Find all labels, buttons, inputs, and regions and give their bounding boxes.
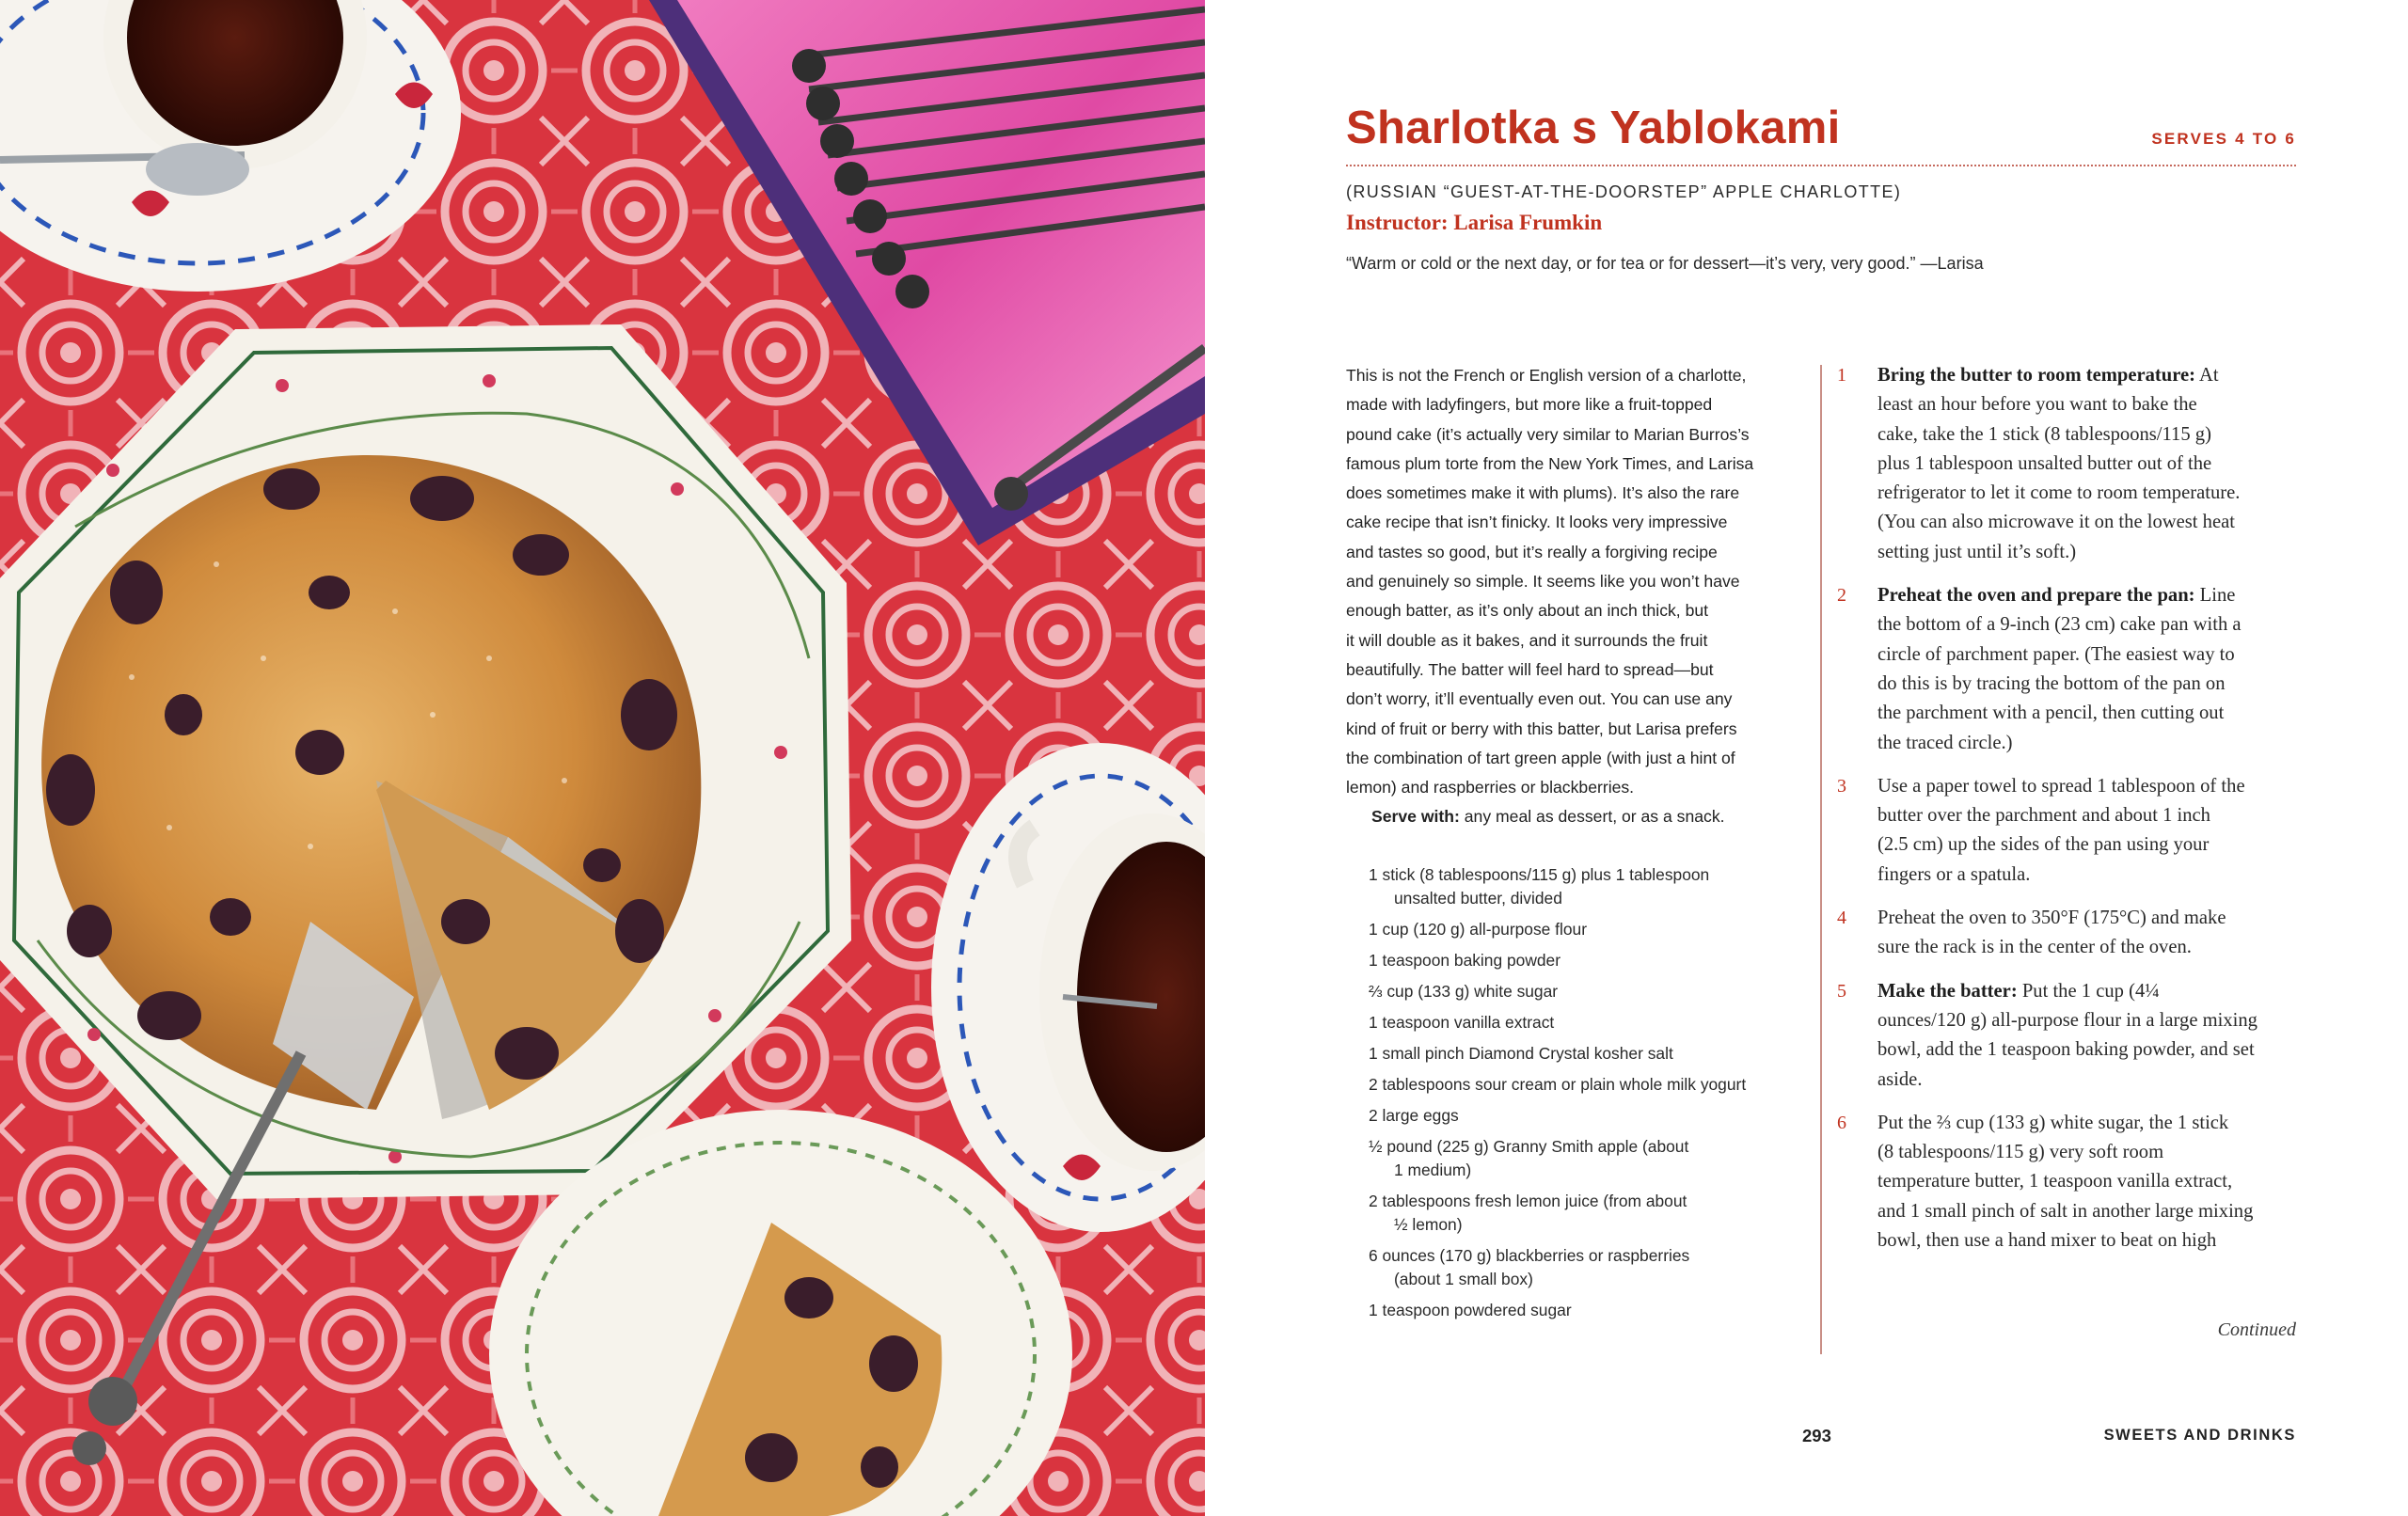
step-text: least an hour before you want to bake the — [1877, 394, 2197, 416]
intro-line: enough batter, as it’s only about an inch thick, but — [1346, 601, 1709, 621]
step-line — [1877, 904, 2303, 933]
intro-line: and tastes so good, but it’s really a forgiving recipe — [1346, 542, 1718, 561]
step-text: plus 1 tablespoon unsalted butter out of the — [1877, 452, 2212, 474]
ingredient-item — [1369, 918, 1811, 941]
step-text: (You can also microwave it on the lowest heat — [1877, 512, 2235, 533]
method-step — [1837, 904, 2303, 963]
step-line — [1877, 1109, 2303, 1138]
ingredient-text: 1 stick (8 tablespoons/115 g) plus 1 tablespoon — [1369, 865, 1710, 884]
ingredient-item — [1369, 1190, 1811, 1237]
step-line — [1877, 640, 2303, 670]
step-text: Put the ⅔ cup (133 g) white sugar, the 1 stick — [1877, 1112, 2229, 1133]
intro-paragraph — [1346, 361, 1807, 832]
step-text: Line — [2194, 585, 2236, 607]
step-line — [1877, 1197, 2303, 1226]
ingredient-text: (about 1 small box) — [1394, 1270, 1533, 1288]
method-step — [1837, 581, 2303, 758]
serve-with-text: any meal as dessert, or as a snack. — [1459, 807, 1725, 827]
intro-line: lemon) and raspberries or blackberries. — [1346, 778, 1635, 797]
page-number: 293 — [1802, 1426, 1831, 1445]
step-line — [1877, 1066, 2303, 1095]
step-line — [1877, 861, 2303, 890]
ingredient-item — [1369, 1104, 1811, 1128]
recipe-page — [1205, 0, 2408, 1516]
step-text: the traced circle.) — [1877, 732, 2013, 753]
step-line — [1877, 699, 2303, 728]
ingredient-text: unsalted butter, divided — [1394, 889, 1562, 908]
step-text: bowl, add the 1 teaspoon baking powder, and set — [1877, 1039, 2255, 1061]
continued-label: Continued — [2217, 1319, 2296, 1340]
ingredient-text: ½ pound (225 g) Granny Smith apple (about — [1369, 1137, 1689, 1156]
step-line — [1877, 361, 2303, 390]
ingredient-text: 1 cup (120 g) all-purpose flour — [1369, 920, 1588, 939]
serve-with — [1346, 802, 1807, 831]
step-line — [1877, 479, 2303, 508]
step-text: circle of parchment paper. (The easiest way to — [1877, 643, 2235, 665]
step-line — [1877, 508, 2303, 537]
step-text: sure the rack is in the center of the oven. — [1877, 937, 2192, 958]
ingredient-text: 2 large eggs — [1369, 1106, 1459, 1125]
step-text: Preheat the oven to 350°F (175°C) and make — [1877, 908, 2226, 929]
step-text: setting just until it’s soft.) — [1877, 541, 2077, 562]
intro-line: This is not the French or English version of a charlotte, — [1346, 366, 1747, 385]
step-line — [1877, 610, 2303, 640]
step-text: cake, take the 1 stick (8 tablespoons/115 g) — [1877, 423, 2211, 445]
ingredient-list — [1369, 863, 1811, 1330]
step-line — [1877, 977, 2303, 1006]
ingredient-text: 1 teaspoon vanilla extract — [1369, 1013, 1555, 1032]
ingredient-item — [1369, 1073, 1811, 1097]
step-lead: Bring the butter to room temperature: — [1877, 365, 2196, 386]
ingredient-item — [1369, 949, 1811, 972]
intro-line: beautifully. The batter will feel hard to spread—but — [1346, 659, 1714, 679]
step-line — [1877, 420, 2303, 450]
ingredient-item — [1369, 1135, 1811, 1182]
ingredient-item — [1369, 1244, 1811, 1291]
step-number: 6 — [1837, 1112, 1846, 1133]
step-text: ounces/120 g) all-purpose flour in a large mixing — [1877, 1009, 2258, 1031]
intro-line: famous plum torte from the New York Times, and Larisa — [1346, 453, 1754, 473]
step-text: the bottom of a 9-inch (23 cm) cake pan with a — [1877, 614, 2242, 636]
step-text: Use a paper towel to spread 1 tablespoon of the — [1877, 775, 2245, 797]
step-line — [1877, 670, 2303, 699]
instructor-quote: “Warm or cold or the next day, or for tea or for dessert—it’s very, very good.” —Larisa — [1346, 254, 1984, 273]
ingredient-text: 1 teaspoon powdered sugar — [1369, 1301, 1572, 1319]
ingredient-item — [1369, 1299, 1811, 1322]
step-line — [1877, 772, 2303, 801]
section-title: SWEETS AND DRINKS — [2103, 1427, 2296, 1444]
step-text: bowl, then use a hand mixer to beat on high — [1877, 1230, 2217, 1252]
step-text: and 1 small pinch of salt in another large mixing — [1877, 1200, 2254, 1222]
step-line — [1877, 1226, 2303, 1255]
step-line — [1877, 538, 2303, 567]
step-line — [1877, 1167, 2303, 1196]
ingredient-item — [1369, 980, 1811, 1003]
step-lead: Preheat the oven and prepare the pan: — [1877, 585, 2195, 607]
step-line — [1877, 830, 2303, 860]
step-number: 1 — [1837, 365, 1846, 386]
step-text: temperature butter, 1 teaspoon vanilla extract, — [1877, 1171, 2233, 1192]
step-text: refrigerator to let it come to room temperature. — [1877, 482, 2241, 504]
ingredient-text: 2 tablespoons fresh lemon juice (from about — [1369, 1192, 1687, 1210]
step-text: the parchment with a pencil, then cutting out — [1877, 703, 2225, 724]
step-line — [1877, 933, 2303, 962]
intro-line: pound cake (it’s actually very similar to Marian Burros’s — [1346, 424, 1750, 444]
step-text: do this is by tracing the bottom of the pan on — [1877, 672, 2226, 694]
instructor-line: Instructor: Larisa Frumkin — [1346, 211, 1603, 234]
step-text: Put the 1 cup (4¼ — [2017, 980, 2160, 1002]
ingredient-item — [1369, 1011, 1811, 1034]
step-line — [1877, 1138, 2303, 1167]
intro-line: the combination of tart green apple (with just a hint of — [1346, 748, 1735, 767]
method-step — [1837, 1109, 2303, 1255]
step-line — [1877, 729, 2303, 758]
method-step — [1837, 361, 2303, 567]
ingredient-text: 6 ounces (170 g) blackberries or raspberries — [1369, 1246, 1690, 1265]
step-number: 4 — [1837, 908, 1846, 929]
ingredient-text: ½ lemon) — [1394, 1215, 1463, 1234]
intro-line: it will double as it bakes, and it surrounds the fruit — [1346, 630, 1708, 650]
step-text: (2.5 cm) up the sides of the pan using your — [1877, 834, 2210, 856]
method-steps — [1837, 361, 2303, 1270]
intro-line: cake recipe that isn’t finicky. It looks very impressive — [1346, 513, 1728, 532]
recipe-title: Sharlotka s Yablokami — [1346, 103, 1841, 153]
ingredient-text: 1 small pinch Diamond Crystal kosher salt — [1369, 1044, 1673, 1063]
intro-line: don’t worry, it’ll eventually even out. You can use any — [1346, 689, 1733, 709]
ingredient-text: 1 teaspoon baking powder — [1369, 951, 1561, 970]
step-line — [1877, 1006, 2303, 1035]
method-step — [1837, 772, 2303, 890]
serves-label: SERVES 4 TO 6 — [2151, 130, 2296, 148]
step-number: 5 — [1837, 980, 1846, 1002]
step-text: At — [2195, 365, 2219, 386]
ingredient-item — [1369, 1042, 1811, 1066]
column-divider — [1820, 365, 1822, 1354]
step-text: fingers or a spatula. — [1877, 863, 2031, 885]
intro-line: kind of fruit or berry with this batter, but Larisa prefers — [1346, 719, 1737, 738]
step-text: (8 tablespoons/115 g) very soft room — [1877, 1142, 2164, 1163]
intro-line: made with ladyfingers, but more like a fruit-topped — [1346, 395, 1713, 415]
ingredient-item — [1369, 863, 1811, 910]
step-line — [1877, 390, 2303, 419]
step-line — [1877, 1035, 2303, 1065]
recipe-subtitle: (RUSSIAN “GUEST-AT-THE-DOORSTEP” APPLE CHARLOTTE) — [1346, 182, 1902, 201]
step-line — [1877, 801, 2303, 830]
step-line — [1877, 450, 2303, 479]
step-text: butter over the parchment and about 1 inch — [1877, 805, 2210, 827]
intro-line: does sometimes make it with plums). It’s also the rare — [1346, 483, 1740, 503]
step-line — [1877, 581, 2303, 610]
step-number: 2 — [1837, 585, 1846, 607]
intro-line: and genuinely so simple. It seems like you won’t have — [1346, 572, 1740, 592]
ingredient-text: 2 tablespoons sour cream or plain whole milk yogurt — [1369, 1075, 1747, 1094]
serve-with-label: Serve with: — [1371, 807, 1460, 827]
step-lead: Make the batter: — [1877, 980, 2018, 1002]
step-text: aside. — [1877, 1068, 1923, 1090]
ingredient-text: 1 medium) — [1394, 1161, 1472, 1179]
ingredient-text: ⅔ cup (133 g) white sugar — [1369, 982, 1559, 1001]
title-divider — [1346, 165, 2296, 166]
step-number: 3 — [1837, 775, 1846, 797]
method-step — [1837, 977, 2303, 1095]
